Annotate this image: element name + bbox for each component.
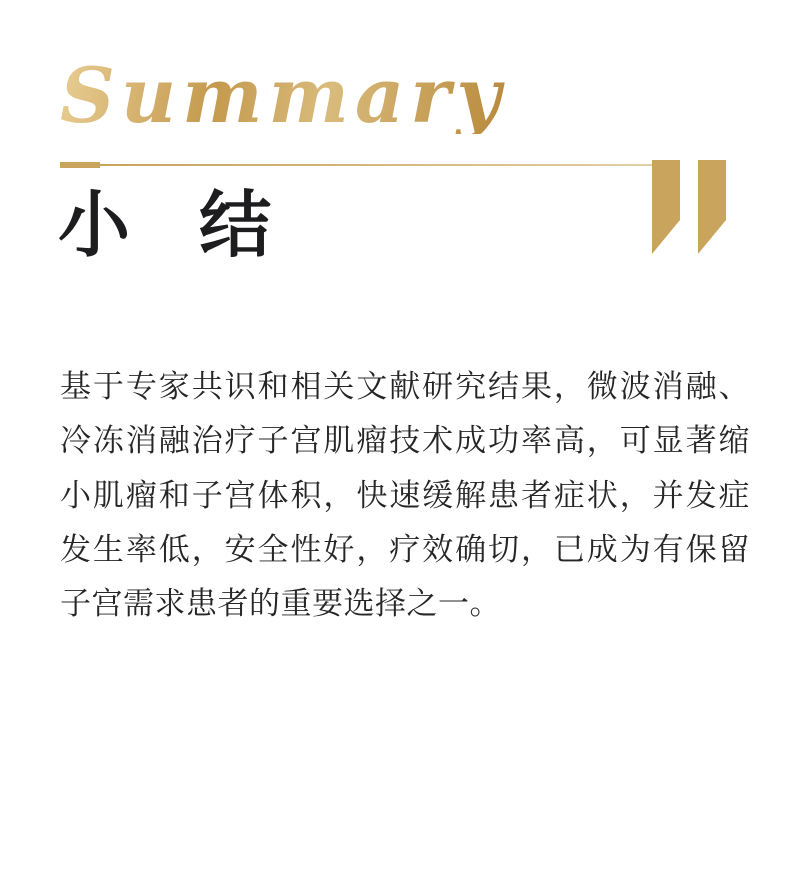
quote-bar-right	[698, 160, 726, 220]
divider-stub	[60, 162, 100, 168]
quote-bar-left	[652, 160, 680, 220]
summary-paragraph: 基于专家共识和相关文献研究结果，微波消融、冷冻消融治疗子宫肌瘤技术成功率高，可显著缩小肌瘤和子宫体积，快速缓解患者症状，并发症发生率低，安全性好，疗效确切，已成为有保留子宫需求患者的重要选择之一。	[60, 369, 750, 622]
quote-mark-icon	[648, 160, 748, 260]
quote-tail-left	[652, 220, 680, 254]
page-title: 小 结	[58, 183, 294, 267]
page-title-script: Summary	[60, 51, 507, 140]
slide-header	[0, 40, 800, 300]
quote-tail-right	[698, 220, 726, 254]
divider-line	[100, 164, 680, 166]
